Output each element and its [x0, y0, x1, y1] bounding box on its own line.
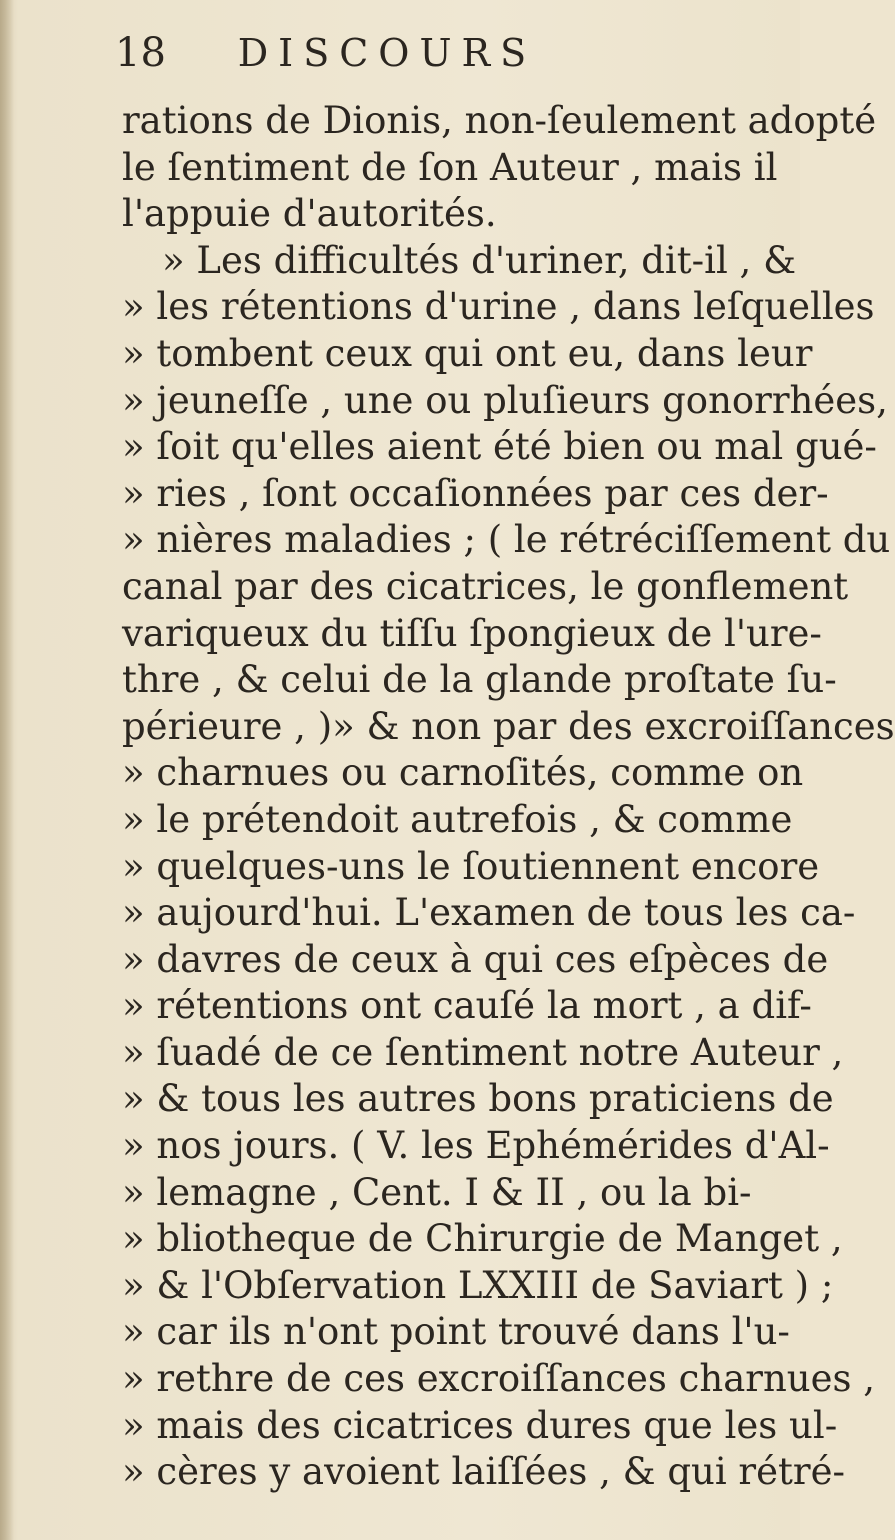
text-line: » car ils n'ont point trouvé dans l'u- [122, 1310, 790, 1354]
text-block [122, 98, 895, 1496]
text-line: » mais des cicatrices dures que les ul- [122, 1403, 838, 1447]
text-line: » charnues ou carnoſités, comme on [122, 751, 804, 795]
text-line: thre , & celui de la glande proſtate ſu- [122, 658, 837, 702]
text-line: » & l'Obſervation LXXIII de Saviart ) ; [122, 1263, 834, 1307]
text-line: » nos jours. ( V. les Ephémérides d'Al- [122, 1124, 830, 1168]
text-line: » cères y avoient laiſſées , & qui rétré- [122, 1450, 845, 1494]
text-line: » tombent ceux qui ont eu, dans leur [122, 331, 813, 375]
text-line: » lemagne , Cent. I & II , ou la bi- [122, 1170, 752, 1214]
text-line: rations de Dionis, non-ſeulement adopté [122, 99, 877, 142]
text-line: » les rétentions d'urine , dans leſquelles [122, 285, 875, 329]
text-line: variqueux du tiſſu ſpongieux de l'ure- [122, 611, 822, 655]
running-title: DISCOURS [237, 31, 537, 75]
text-line: le ſentiment de ſon Auteur , mais il [122, 145, 778, 189]
text-line: » le prétendoit autrefois , & comme [122, 797, 793, 841]
text-line: » ſoit qu'elles aient été bien ou mal gué- [122, 425, 877, 469]
text-line: » nières maladies ; ( le rétréciſſement du [122, 518, 891, 562]
text-line: » Les difficultés d'uriner, dit-il , & [162, 238, 797, 282]
text-line: l'appuie d'autorités. [122, 192, 497, 236]
text-line: » aujourd'hui. L'examen de tous les ca- [122, 891, 856, 935]
text-line: canal par des cicatrices, le gonflement [122, 564, 849, 608]
text-line: » bliotheque de Chirurgie de Manget , [122, 1217, 843, 1261]
text-line: » jeuneſſe , une ou pluſieurs gonorrhées, [122, 378, 888, 422]
text-line: » rethre de ces excroiſſances charnues , [122, 1357, 876, 1401]
page-gutter-shadow [0, 0, 14, 1540]
text-line: » rétentions ont cauſé la mort , a dif- [122, 984, 812, 1028]
text-line: périeure , )» & non par des excroiſſances [122, 704, 895, 748]
page-header [115, 18, 760, 88]
text-line: » quelques-uns le ſoutiennent encore [122, 844, 820, 888]
text-line: » davres de ceux à qui ces eſpèces de [122, 937, 829, 981]
text-line: » ſuadé de ce ſentiment notre Auteur , [122, 1030, 844, 1074]
text-line: » ries , ſont occaſionnées par ces der- [122, 471, 829, 515]
page-number: 18 [115, 30, 166, 76]
text-line: » & tous les autres bons praticiens de [122, 1077, 834, 1121]
